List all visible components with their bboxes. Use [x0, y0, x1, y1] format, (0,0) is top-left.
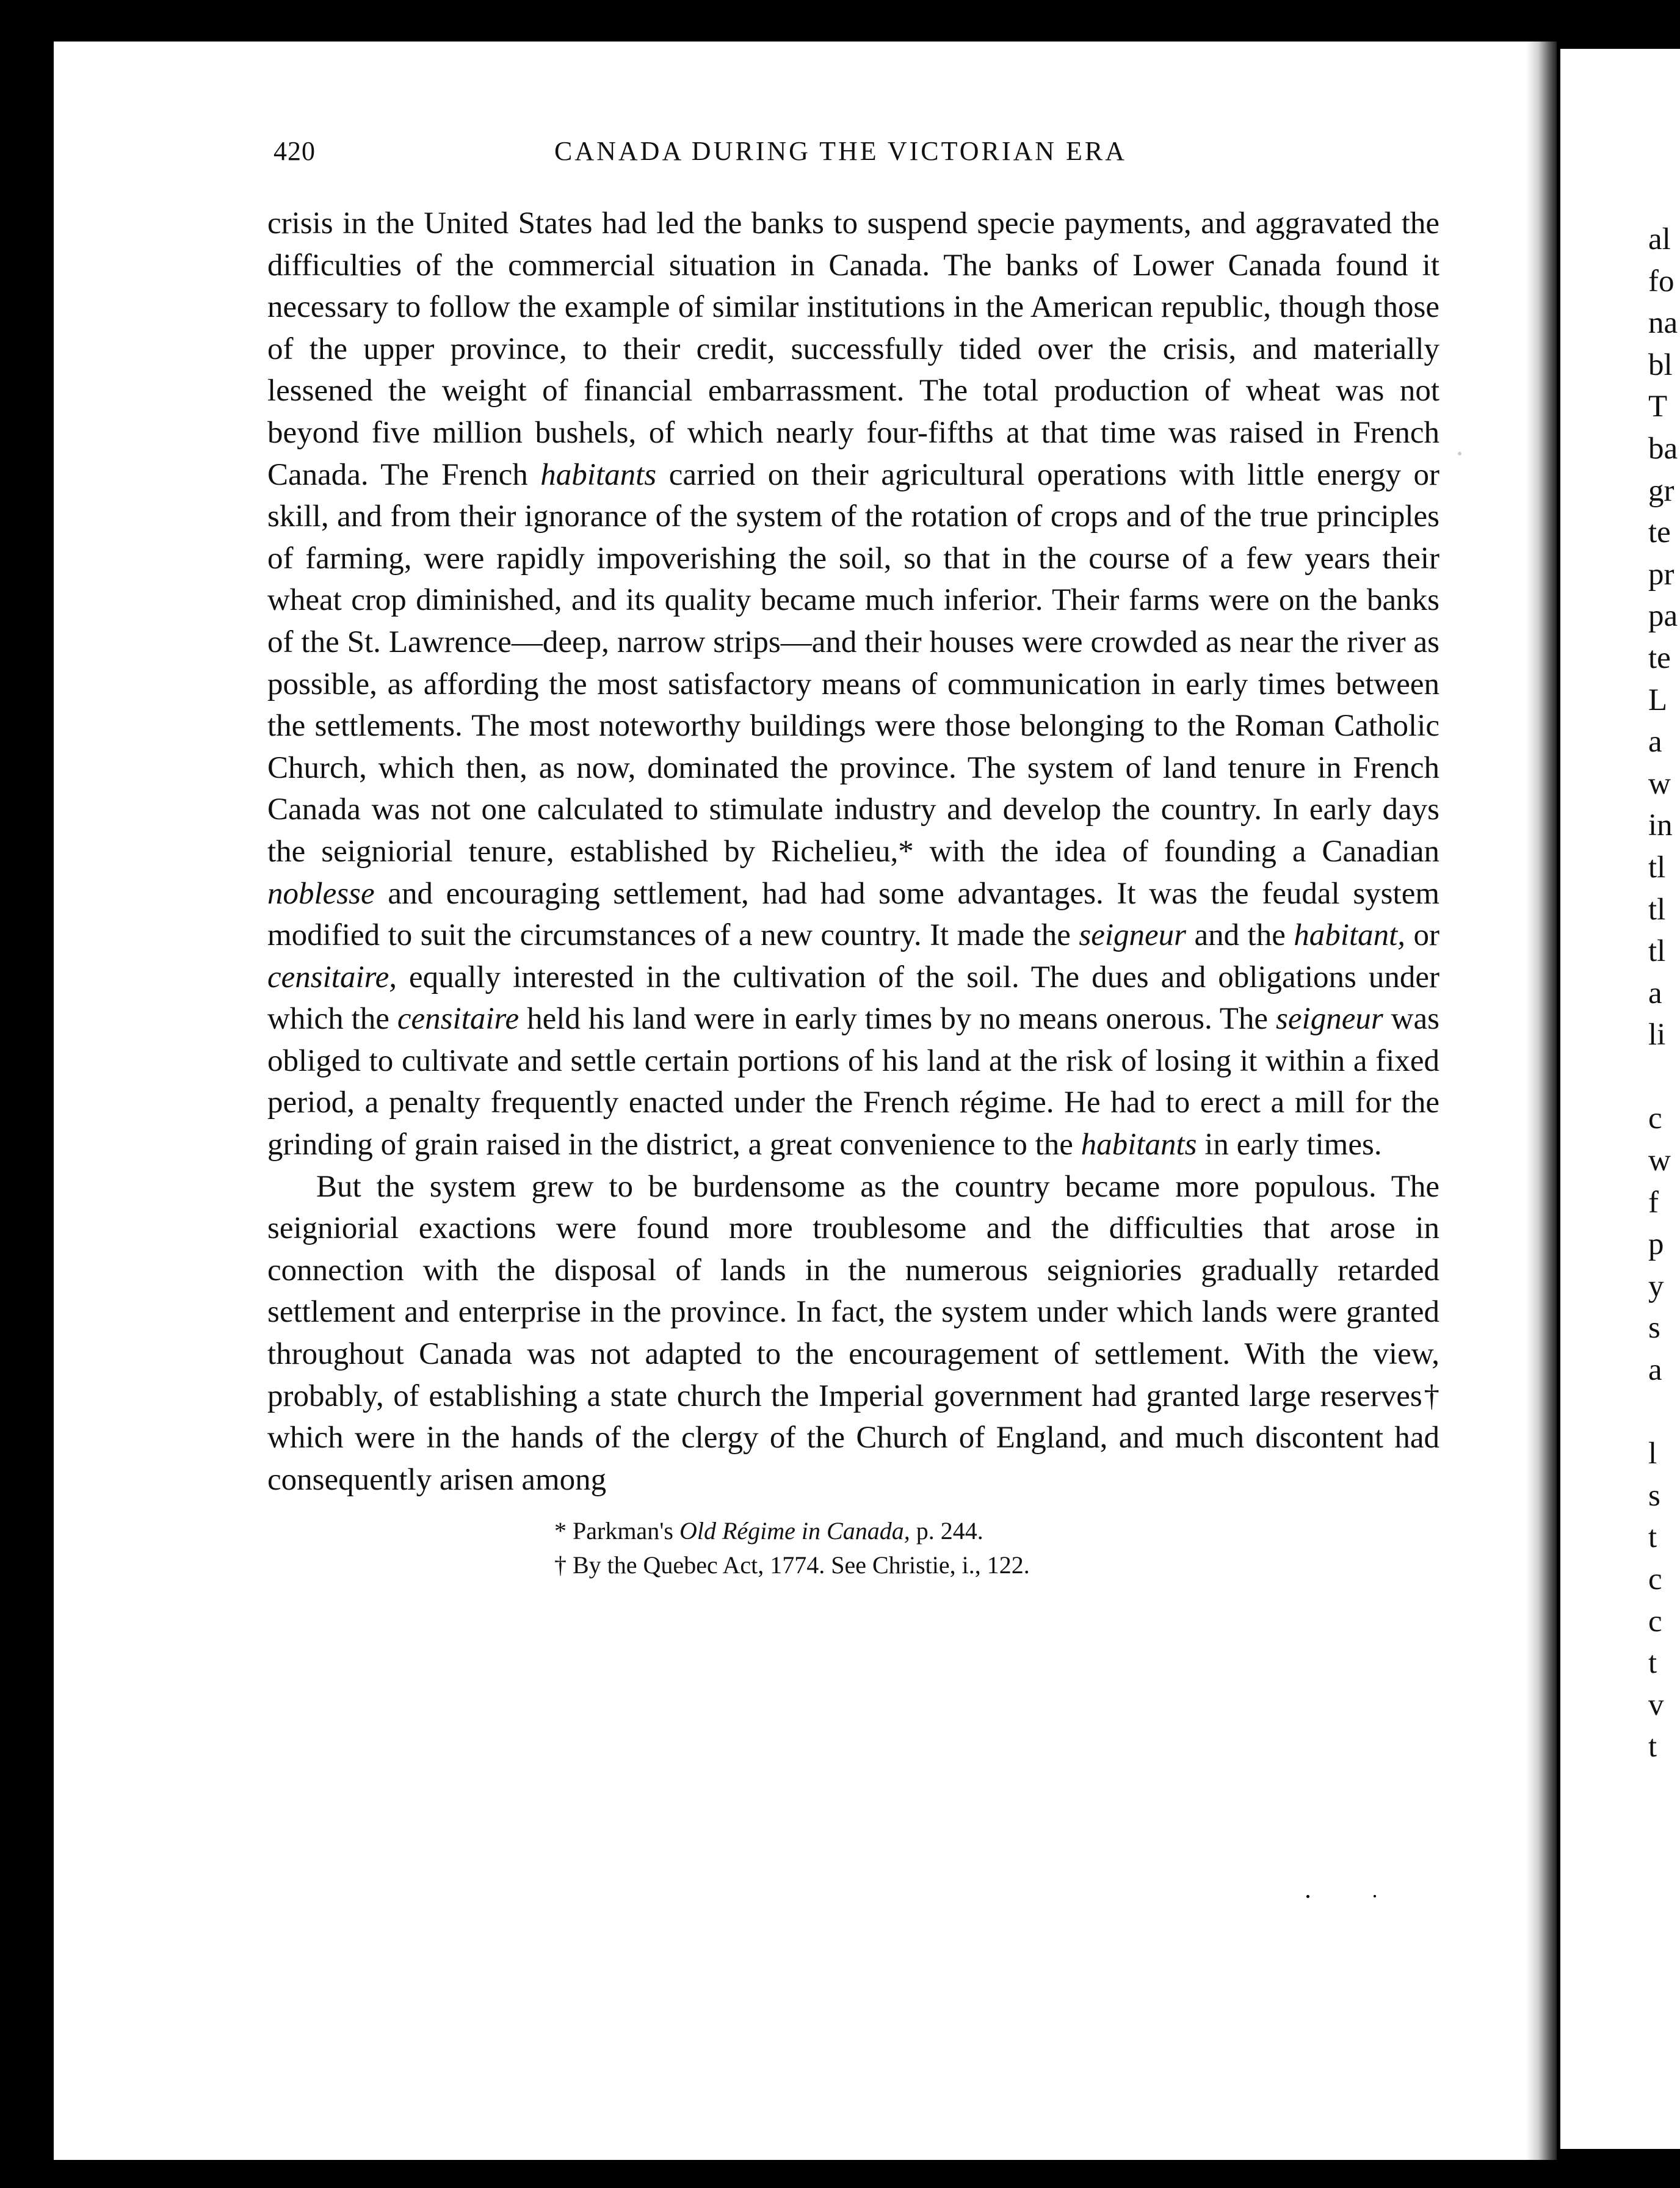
footnote: [554, 1514, 1439, 1548]
facing-page-line-fragment: gr: [1648, 473, 1675, 508]
facing-page-line-fragment: li: [1648, 1018, 1666, 1052]
facing-page-line-fragment: p: [1648, 1227, 1664, 1262]
facing-page-line-fragment: in: [1648, 808, 1673, 843]
text-run: or: [1405, 918, 1440, 953]
text-italic-run: seigneur: [1079, 918, 1186, 953]
body-text: [267, 203, 1439, 1501]
text-run: But the system grew to be burdensome as the country became more populous. The seigniorial exactions were found more troublesome and the difficulties that arose in connection with the disposal of lands in the numerous seigniories gradually retarded settlement and enterprise in the province. In fact, the system under which lands were granted throughout Canada was not adapted to the encouragement of settlement. With the view, probably, of establishing a state church the Imperial government had granted large reserves† which were in the hands of the clergy of the Church of England, and much discontent had consequently arisen among: [267, 1169, 1439, 1497]
facing-page-line-fragment: c: [1648, 1604, 1662, 1639]
facing-page-line-fragment: s: [1648, 1478, 1660, 1513]
facing-page-line-fragment: a: [1648, 1353, 1662, 1388]
footnote-italic-run: Old Régime in Canada,: [679, 1517, 910, 1545]
text-run: crisis in the United States had led the banks to suspend specie payments, and aggravated the difficulties of the commercial situation in Canada. The banks of Lower Canada found it necessary to follow the example of similar institutions in the American republic, though those of the upper province, to their credit, successfully tided over the crisis, and materially lessened the weight of financial embarrassment. The total production of wheat was not beyond five million bushels, of which nearly four-fifths at that time was raised in French Canada. The French: [267, 206, 1439, 492]
running-head: [267, 136, 1439, 178]
facing-page-line-fragment: tl: [1648, 892, 1666, 927]
text-run: equally interested in the cultivation of the soil. The dues and obligations under which the: [267, 960, 1439, 1037]
facing-page-line-fragment: te: [1648, 515, 1671, 550]
text-italic-run: noblesse: [267, 876, 375, 911]
facing-page-line-fragment: w: [1648, 1143, 1671, 1178]
text-run: carried on their agricultural operations with little energy or skill, and from their ignorance of the system of the rotation of crops and of the true principles of farming, were rapidly impoverishing the soil, so that in the course of a few years their wheat crop diminished, and its quality became much inferior. Their farms were on the banks of the St. Lawrence—deep, narrow strips—and their houses were crowded as near the river as possible, as affording the most satisfactory means of communication in early times between the settlements. The most noteworthy buildings were those belonging to the Roman Catholic Church, which then, as now, dominated the province. The system of land tenure in French Canada was not one calculated to stimulate industry and develop the country. In early days the seigniorial tenure, established by Richelieu,* with the idea of founding a Canadian: [267, 457, 1439, 869]
facing-page-line-fragment: y: [1648, 1269, 1664, 1303]
text-run: held his land were in early times by no means onerous. The: [519, 1002, 1276, 1037]
facing-page-line-fragment: f: [1648, 1185, 1659, 1220]
text-run: was obliged to cultivate and settle certain portions of his land at the risk of losing it within a fixed period, a penalty frequently enacted under the French régime. He had to erect a mill for the grinding of grain raised in the district, a great convenience to the: [267, 1002, 1439, 1162]
facing-page-line-fragment: t: [1648, 1646, 1657, 1681]
facing-page-line-fragment: w: [1648, 766, 1671, 801]
facing-page-line-fragment: na: [1648, 306, 1678, 341]
facing-page-line-fragment: pa: [1648, 599, 1678, 634]
text-italic-run: censitaire: [397, 1002, 520, 1037]
page-number: 420: [273, 136, 316, 166]
text-italic-run: habitants: [540, 457, 657, 492]
facing-page-line-fragment: t: [1648, 1520, 1657, 1555]
facing-page-line-fragment: L: [1648, 683, 1668, 717]
facing-page-line-fragment: [1648, 1391, 1680, 1433]
footnote-run: * Parkman's: [554, 1517, 679, 1545]
facing-page-line-fragment: a: [1648, 725, 1662, 759]
text-run: in early times.: [1197, 1128, 1382, 1162]
facing-page-line-fragment: v: [1648, 1687, 1664, 1722]
facing-page-line-fragment: s: [1648, 1311, 1660, 1346]
text-italic-run: habitant,: [1294, 918, 1406, 953]
footnote-run: † By the Quebec Act, 1774. See Christie, i., 122.: [554, 1551, 1030, 1579]
footnote-run: p. 244.: [910, 1517, 983, 1545]
footnote: [554, 1548, 1439, 1582]
footnotes: [554, 1514, 1439, 1582]
facing-page-line-fragment: t: [1648, 1730, 1657, 1764]
paragraph: [267, 203, 1439, 1166]
facing-page-line-fragment: ba: [1648, 431, 1678, 466]
text-run: and encouraging settlement, had had some advantages. It was the feudal system modified to suit the circumstances of a new country. It made the: [267, 876, 1439, 953]
facing-page-line-fragment: l: [1648, 1436, 1657, 1471]
book-gutter: [1526, 42, 1557, 2160]
facing-page-line-fragment: a: [1648, 976, 1662, 1010]
facing-page-line-fragment: c: [1648, 1101, 1662, 1136]
facing-page-text-fragments: [1648, 219, 1680, 1768]
facing-page-line-fragment: al: [1648, 222, 1671, 256]
page-content: [267, 136, 1439, 1582]
facing-page-line-fragment: [1648, 1056, 1680, 1098]
facing-page-line-fragment: c: [1648, 1562, 1662, 1596]
running-title: CANADA DURING THE VICTORIAN ERA: [554, 136, 1128, 166]
paragraph: [267, 1166, 1439, 1501]
facing-page-line-fragment: tl: [1648, 850, 1666, 885]
facing-page-line-fragment: fo: [1648, 264, 1675, 299]
text-italic-run: habitants: [1081, 1128, 1197, 1162]
text-italic-run: censitaire,: [267, 960, 397, 994]
facing-page-line-fragment: pr: [1648, 557, 1675, 592]
facing-page-line-fragment: tl: [1648, 934, 1666, 969]
facing-page-line-fragment: bl: [1648, 347, 1673, 382]
facing-page-line-fragment: te: [1648, 640, 1671, 675]
facing-page-line-fragment: T: [1648, 389, 1668, 424]
text-italic-run: seigneur: [1276, 1002, 1383, 1037]
text-run: and the: [1186, 918, 1294, 953]
